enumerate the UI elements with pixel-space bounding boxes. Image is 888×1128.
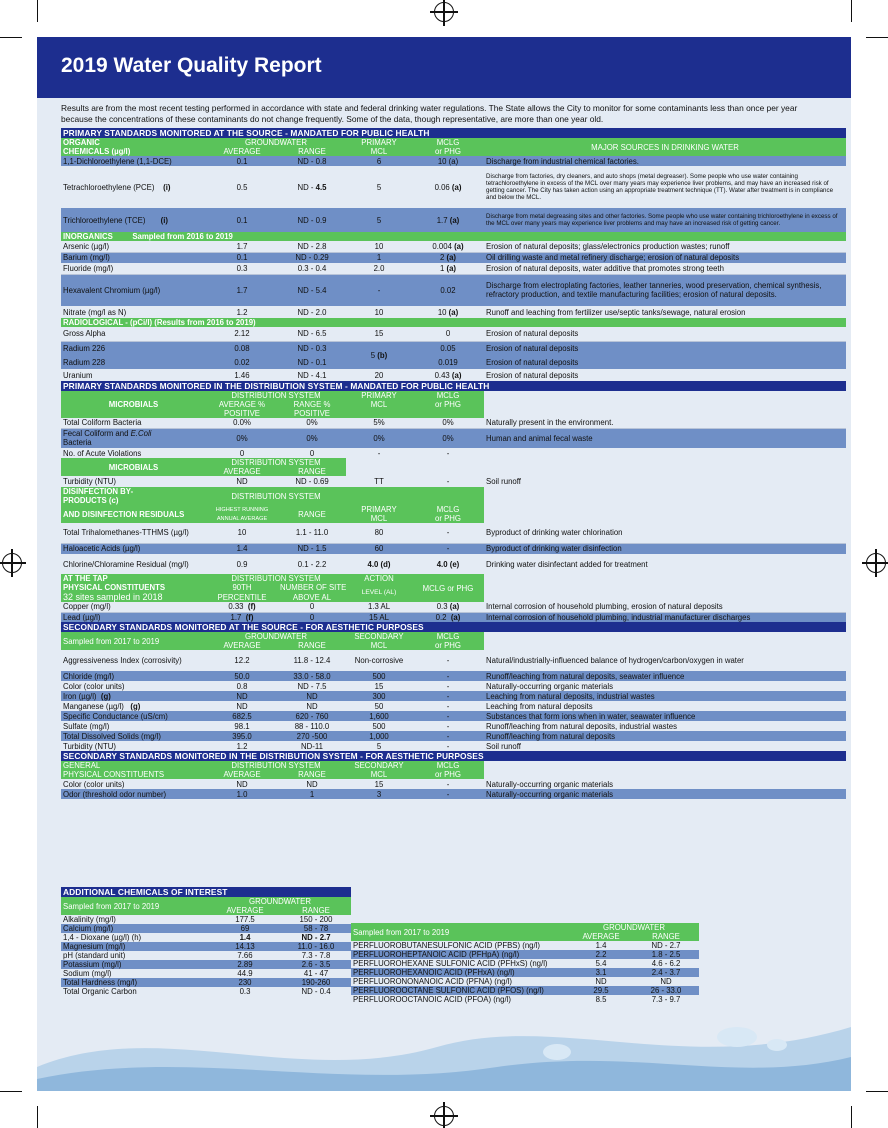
table-row: Turbidity (NTU) ND ND - 0.69 TT - Soil runoff	[61, 476, 846, 487]
header-microbials-2: MICROBIALS	[61, 458, 206, 476]
registration-mark-left	[2, 553, 22, 573]
header-major-sources: MAJOR SOURCES IN DRINKING WATER	[484, 138, 846, 156]
additional-chemicals-table: ADDITIONAL CHEMICALS OF INTEREST Sampled from 2017 to 2019 GROUNDWATER AVERAGE RANGE Alkalinity (mg/l) 177.5 150 - 200 Calcium (mg/l) 69 58 - 78 1,4 - Dioxane (µg/l) (h) 1.4 ND - 2.7 Magnesium (mg/l) 14.13 11.0 - 16.0 pH (standard unit) 7.66 7.3 - 7.8 Potassium (mg/l) 2.89 2.6 - 3.5 Sodium (mg/l) 44.9 41 - 47 Total Hardness (mg/l) 230 190-260 Total Organic Carbon 0.3 ND - 0.4	[61, 887, 351, 996]
table-row: Trichloroethylene (TCE) (i) 0.1 ND - 0.9 5 1.7 (a) Discharge from metal degreasing sites and other factories. Some people who use water containing trichloroethylene in excess of the MCL over many years may experience liver problems and may have an increased risk of getting cancer.	[61, 208, 846, 232]
page-title: 2019 Water Quality Report	[61, 54, 322, 77]
crop-mark	[866, 1091, 888, 1092]
section-title-secondary-source: SECONDARY STANDARDS MONITORED AT THE SOURCE - FOR AESTHETIC PURPOSES	[61, 622, 846, 632]
section-title-primary-distribution: PRIMARY STANDARDS MONITORED IN THE DISTRIBUTION SYSTEM - MANDATED FOR PUBLIC HEALTH	[61, 381, 846, 391]
header-chemicals: CHEMICALS (µg/l)	[61, 147, 206, 156]
header-mclg: MCLG	[412, 138, 484, 147]
table-row: Specific Conductance (uS/cm) 682.5 620 - 760 1,600 - Substances that form ions when in water, seawater influence	[61, 711, 846, 721]
table-row: Radium 226 0.08 ND - 0.3 5 (b) 0.05 Erosion of natural deposits	[61, 341, 846, 355]
table-row: Color (color units) ND ND 15 - Naturally-occurring organic materials	[61, 779, 846, 789]
table-row: Total Trihalomethanes-TTHMS (µg/l) 10 1.1 - 11.0 80 - Byproduct of drinking water chlorination	[61, 523, 846, 543]
table-row: PERFLUOROOCTANOIC ACID (PFOA) (ng/l) 8.5 7.3 - 9.7	[351, 995, 699, 1004]
table-row: PERFLUOROBUTANESULFONIC ACID (PFBS) (ng/l) 1.4 ND - 2.7	[351, 941, 699, 950]
header-microbials: MICROBIALS	[61, 391, 206, 418]
table-row: Barium (mg/l) 0.1 ND - 0.29 1 2 (a) Oil drilling waste and metal refinery discharge; erosion of natural deposits	[61, 252, 846, 263]
table-row: Fecal Coliform and E.Coli Bacteria 0% 0% 0% 0% Human and animal fecal waste	[61, 428, 846, 448]
table-row: Calcium (mg/l) 69 58 - 78	[61, 924, 351, 933]
registration-mark-right	[866, 553, 886, 573]
table-row: Sodium (mg/l) 44.9 41 - 47	[61, 969, 351, 978]
table-row: Magnesium (mg/l) 14.13 11.0 - 16.0	[61, 942, 351, 951]
table-row: Color (color units) 0.8 ND - 7.5 15 - Naturally-occurring organic materials	[61, 681, 846, 691]
table-row: Total Dissolved Solids (mg/l) 395.0 270 -500 1,000 - Runoff/leaching from natural deposits	[61, 731, 846, 741]
registration-mark-bottom	[434, 1106, 454, 1126]
header-range: RANGE	[278, 147, 346, 156]
header-organic: ORGANIC	[61, 138, 206, 147]
table-row: Total Organic Carbon 0.3 ND - 0.4	[61, 987, 351, 996]
table-row: Chlorine/Chloramine Residual (mg/l) 0.9 0.1 - 2.2 4.0 (d) 4.0 (e) Drinking water disinfectant added for treatment	[61, 554, 846, 574]
table-row: Total Coliform Bacteria 0.0% 0% 5% 0% Naturally present in the environment.	[61, 418, 846, 428]
table-row: Odor (threshold odor number) 1.0 1 3 - Naturally-occurring organic materials	[61, 789, 846, 799]
radiological-label: RADIOLOGICAL - (pCi/l) (Results from 2016 to 2019)	[61, 318, 278, 327]
table-row: Nitrate (mg/l as N) 1.2 ND - 2.0 10 10 (a) Runoff and leaching from fertilizer use/septic tanks/sewage, natural erosion	[61, 306, 846, 318]
water-splash-image	[37, 997, 851, 1091]
table-row: Sulfate (mg/l) 98.1 88 - 110.0 500 - Runoff/leaching from natural deposits, industrial wastes	[61, 721, 846, 731]
title-banner	[37, 37, 851, 98]
table-row: Potassium (mg/l) 2.89 2.6 - 3.5	[61, 960, 351, 969]
table-row: Fluoride (mg/l) 0.3 0.3 - 0.4 2.0 1 (a) Erosion of natural deposits, water additive that promotes strong teeth	[61, 263, 846, 274]
inorganics-label: INORGANICS Sampled from 2016 to 2019	[61, 232, 278, 241]
table-row: 1,4 - Dioxane (µg/l) (h) 1.4 ND - 2.7	[61, 933, 351, 942]
crop-mark	[0, 37, 22, 38]
intro-paragraph: Results are from the most recent testing performed in accordance with state and federal drinking water regulations. The State allows the City to monitor for some contaminants less than once per year because the concentrations of these contaminants do not change frequently. Some of the data, though representative, are more than one year old.	[61, 103, 798, 124]
table-row: pH (standard unit) 7.66 7.3 - 7.8	[61, 951, 351, 960]
header-primary: PRIMARY	[346, 138, 412, 147]
header-groundwater: GROUNDWATER	[206, 138, 346, 147]
table-row: Haloacetic Acids (µg/l) 1.4 ND - 1.5 60 - Byproduct of drinking water disinfection	[61, 543, 846, 554]
header-average: AVERAGE	[206, 147, 278, 156]
crop-mark	[866, 37, 888, 38]
header-mcl: MCL	[346, 147, 412, 156]
table-row: Gross Alpha 2.12 ND - 6.5 15 0 Erosion of natural deposits	[61, 327, 846, 341]
table-row: Tetrachloroethylene (PCE) (i) 0.5 ND - 4.5 5 0.06 (a) Discharge from factories, dry cleaners, and auto shops (metal degreaser). Some people who use water containing tetrachloroethylene in excess of the MCL over many years may experience liver problems, and may have an increased risk of getting cancer. The City has taken action using an appropriate treatment technique (TT). Water after treatment is in compliance and below the MCL.	[61, 166, 846, 208]
table-row: Radium 228 0.02 ND - 0.1 0.019 Erosion of natural deposits	[61, 355, 846, 369]
registration-mark-top	[434, 2, 454, 22]
table-row: PERFLUOROHEXANOIC ACID (PFHxA) (ng/l) 3.1 2.4 - 3.7	[351, 968, 699, 977]
table-row: Uranium 1.46 ND - 4.1 20 0.43 (a) Erosion of natural deposits	[61, 369, 846, 381]
table-row: Total Hardness (mg/l) 230 190-260	[61, 978, 351, 987]
table-row: Iron (µg/l) (g) ND ND 300 - Leaching from natural deposits, industrial wastes	[61, 691, 846, 701]
table-row: Turbidity (NTU) 1.2 ND-11 5 - Soil runoff	[61, 741, 846, 751]
report-page	[37, 37, 851, 1091]
section-title-primary-source: PRIMARY STANDARDS MONITORED AT THE SOURCE - MANDATED FOR PUBLIC HEALTH	[61, 128, 846, 138]
table-row: Manganese (µg/l) (g) ND ND 50 - Leaching from natural deposits	[61, 701, 846, 711]
table-row: PERFLUOROHEPTANOIC ACID (PFHpA) (ng/l) 2.2 1.8 - 2.5	[351, 950, 699, 959]
section-title-additional: ADDITIONAL CHEMICALS OF INTEREST	[61, 887, 351, 897]
table-row: 1,1-Dichloroethylene (1,1-DCE) 0.1 ND - 0.8 6 10 (a) Discharge from industrial chemical factories.	[61, 156, 846, 166]
table-row: Lead (µg/l) 1.7 (f) 0 15 AL 0.2 (a) Internal corrosion of household plumbing, industrial manufacturer discharges	[61, 612, 846, 622]
table-row: PERFLUOROOCTANE SULFONIC ACID (PFOS) (ng/l) 29.5 26 - 33.0	[351, 986, 699, 995]
header-phg: or PHG	[412, 147, 484, 156]
crop-mark	[0, 1091, 22, 1092]
crop-mark	[851, 1106, 852, 1128]
crop-mark	[37, 0, 38, 22]
table-row: Alkalinity (mg/l) 177.5 150 - 200	[61, 915, 351, 924]
section-title-secondary-distribution: SECONDARY STANDARDS MONITORED IN THE DISTRIBUTION SYSTEM - FOR AESTHETIC PURPOSES	[61, 751, 846, 761]
table-row: Aggressiveness Index (corrosivity) 12.2 11.8 - 12.4 Non-corrosive - Natural/industrially-influenced balance of hydrogen/carbon/oxygen in water	[61, 650, 846, 671]
crop-mark	[851, 0, 852, 22]
table-row: PERFLUORONONANOIC ACID (PFNA) (ng/l) ND ND	[351, 977, 699, 986]
table-row: Chloride (mg/l) 50.0 33.0 - 58.0 500 - Runoff/leaching from natural deposits, seawater influence	[61, 671, 846, 681]
pfas-table: Sampled from 2017 to 2019 GROUNDWATER AVERAGE RANGE PERFLUOROBUTANESULFONIC ACID (PFBS) (ng/l) 1.4 ND - 2.7 PERFLUOROHEPTANOIC ACID (PFHpA) (ng/l) 2.2 1.8 - 2.5 PERFLUOROHEXANE SULFONIC ACID (PFHxS) (ng/l) 5.4 4.6 - 6.2 PERFLUOROHEXANOIC ACID (PFHxA) (ng/l) 3.1 2.4 - 3.7 PERFLUORONONANOIC ACID (PFNA) (ng/l) ND ND PERFLUOROOCTANE SULFONIC ACID (PFOS) (ng/l) 29.5 26 - 33.0 PERFLUOROOCTANOIC ACID (PFOA) (ng/l) 8.5 7.3 - 9.7	[351, 923, 699, 1004]
table-row: No. of Acute Violations 0 0 - -	[61, 448, 846, 458]
table-row: Arsenic (µg/l) 1.7 ND - 2.8 10 0.004 (a) Erosion of natural deposits; glass/electronics production wastes; runoff	[61, 241, 846, 252]
main-standards-table: PRIMARY STANDARDS MONITORED AT THE SOURCE - MANDATED FOR PUBLIC HEALTH ORGANIC GROUNDWATER PRIMARY MCLG MAJOR SOURCES IN DRINKING WATER CHEMICALS (µg/l) AVERAGE RANGE MCL or PHG 1,1-Dichloroethylene (1,1-DCE) 0.1 ND - 0.8 6 10 (a) Discharge from industrial chemical factories. Tetrachloroethylene (PCE) (i) 0.5 ND - 4.5 5 0.06 (a) Discharge from factories, dry cleaners, and auto shops (metal degreaser). Some people who use water containing tetrachloroethylene in excess of the MCL over many years may experience liver problems, and may have an increased risk of getting cancer. The City has taken action using an appropriate treatment technique (TT). Water after treatment is in compliance and below the MCL. Trichloroethylene (TCE) (i) 0.1 ND - 0.9 5 1.7 (a) Discharge from metal degreasing sites and other factories. Some people who use water containing trichloroethylene in excess of the MCL over many years may experience liver problems and may have an increased risk of getting cancer. INORGANICS Sampled from 2016 to 2019 Arsenic (µg/l) 1.7 ND - 2.8 10 0.004 (a) Erosion of natural deposits; glass/electronics production wastes; runoff Barium (mg/l) 0.1 ND - 0.29 1 2 (a) Oil drilling waste and metal refinery discharge; erosion of natural deposits Fluoride (mg/l) 0.3 0.3 - 0.4 2.0 1 (a) Erosion of natural deposits, water additive that promotes strong teeth Hexavalent Chromium (µg/l) 1.7 ND - 5.4 - 0.02 Discharge from electroplating factories, leather tanneries, wood preservation, chemical synthesis, refractory production, and textile manufacturing facilities; erosion of natural deposits. Nitrate (mg/l as N) 1.2 ND - 2.0 10 10 (a) Runoff and leaching from fertilizer use/septic tanks/sewage, natural erosion RADIOLOGICAL - (pCi/l) (Results from 2016 to 2019) Gross Alpha 2.12 ND - 6.5 15 0 Erosion of natural deposits Radium 226 0.08 ND - 0.3 5 (b) 0.05 Erosion of natural deposits Radium 228 0.02 ND - 0.1 0.019 Erosion of natural deposits Uranium 1.46 ND - 4.1 20 0.43 (a) Erosion of natural deposits PRIMARY STANDARDS MONITORED IN THE DISTRIBUTION SYSTEM - MANDATED FOR PUBLIC HEALTH MICROBIALS DISTRIBUTION SYSTEM PRIMARY MCLG AVERAGE % RANGE % MCL or PHG POSITIVE POSITIVE Total Coliform Bacteria 0.0% 0% 5% 0% Naturally present in the environment. Fecal Coliform and E.Coli Bacteria 0% 0% 0% 0% Human and animal fecal waste No. of Acute Violations 0 0 - - MICROBIALS DISTRIBUTION SYSTEM AVERAGE RANGE Turbidity (NTU) ND ND - 0.69 TT - Soil runoff DISINFECTION BY- DISTRIBUTION SYSTEM PRODUCTS (c) AND DISINFECTION RESIDUALS HIGHEST RUNNING RANGE PRIMARY MCLG ANNUAL AVERAGE MCL or PHG Total Trihalomethanes-TTHMS (µg/l) 10 1.1 - 11.0 80 - Byproduct of drinking water chlorination Haloacetic Acids (µg/l) 1.4 ND - 1.5 60 - Byproduct of drinking water disinfection Chlorine/Chloramine Residual (mg/l) 0.9 0.1 - 2.2 4.0 (d) 4.0 (e) Drinking water disinfectant added for treatment AT THE TAP DISTRIBUTION SYSTEM ACTION MCLG or PHG PHYSICAL CONSTITUENTS 90TH NUMBER OF SITE LEVEL (AL) 32 sites sampled in 2018 PERCENTILE ABOVE AL Copper (mg/l) 0.33 (f) 0 1.3 AL 0.3 (a) Internal corrosion of household plumbing, erosion of natural deposits Lead (µg/l) 1.7 (f) 0 15 AL 0.2 (a) Internal corrosion of household plumbing, industrial manufacturer discharges SECONDARY STANDARDS MONITORED AT THE SOURCE - FOR AESTHETIC PURPOSES Sampled from 2017 to 2019 GROUNDWATER SECONDARY MCLG AVERAGE RANGE MCL or PHG Aggressiveness Index (corrosivity) 12.2 11.8 - 12.4 Non-corrosive - Natural/industrially-influenced balance of hydrogen/carbon/oxygen in water Chloride (mg/l) 50.0 33.0 - 58.0 500 - Runoff/leaching from natural deposits, seawater influence Color (color units) 0.8 ND - 7.5 15 - Naturally-occurring organic materials Iron (µg/l) (g) ND ND 300 - Leaching from natural deposits, industrial wastes Manganese (µg/l) (g) ND ND 50 - Leaching from natural deposits Specific Conductance (uS/cm) 682.5 620 - 760 1,600 - Substances that form ions when in water, seawater influence Sulfate (mg/l) 98.1 88 - 110.0 500 - Runoff/leaching from natural deposits, industrial wastes Total Dissolved Solids (mg/l) 395.0 270 -500 1,000 - Runoff/leaching from natural deposits Turbidity (NTU) 1.2 ND-11 5 - Soil runoff SECONDARY STANDARDS MONITORED IN THE DISTRIBUTION SYSTEM - FOR AESTHETIC PURPOSES GENERAL DISTRIBUTION SYSTEM SECONDARY MCLG PHYSICAL CONSTITUENTS AVERAGE RANGE MCL or PHG Color (color units) ND ND 15 - Naturally-occurring organic materials Odor (threshold odor number) 1.0 1 3 - Naturally-occurring organic materials	[61, 128, 846, 799]
table-row: Hexavalent Chromium (µg/l) 1.7 ND - 5.4 - 0.02 Discharge from electroplating factories, leather tanneries, wood preservation, chemical synthesis, refractory production, and textile manufacturing facilities; erosion of natural deposits.	[61, 274, 846, 306]
table-row: Copper (mg/l) 0.33 (f) 0 1.3 AL 0.3 (a) Internal corrosion of household plumbing, erosion of natural deposits	[61, 602, 846, 612]
table-row: PERFLUOROHEXANE SULFONIC ACID (PFHxS) (ng/l) 5.4 4.6 - 6.2	[351, 959, 699, 968]
crop-mark	[37, 1106, 38, 1128]
